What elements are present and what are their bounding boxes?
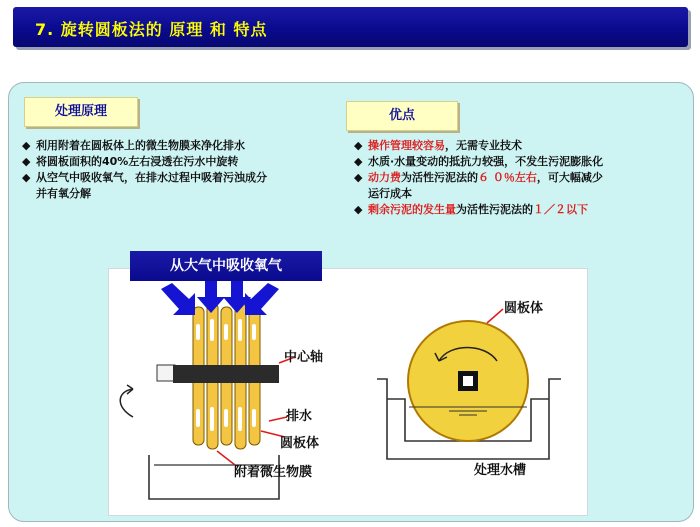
merit-item: ◆ 动力费为活性污泥法的６ ０％左右，可大幅减少 [354,171,603,184]
disc-label-right: 圆板体 [504,301,544,316]
title-bar [13,7,688,47]
principle-heading: 处理原理 [24,97,138,127]
merits-list [354,138,689,218]
diamond-bullet-icon: ◆ [354,203,363,216]
merit-item-continued: 运行成本 [368,187,412,200]
merit-item: ◆ 剩余污泥的发生量为活性污泥法的１／２以下 [354,203,588,216]
oxygen-banner: 从大气中吸收氧气 [130,251,322,281]
disc-label-left: 圆板体 [280,436,320,451]
diamond-bullet-icon: ◆ [354,171,363,184]
biofilm-label: 附着微生物膜 [234,465,313,480]
tank-label: 处理水槽 [474,463,527,478]
principle-item-continued: 并有氧分解 [36,187,91,200]
center-shaft [173,365,279,383]
merit-item: ◆ 操作管理较容易，无需专业技术 [354,139,522,152]
rotation-arrow-icon [120,385,133,417]
diamond-bullet-icon: ◆ [22,139,31,152]
drain-label: 排水 [286,409,313,424]
right-leader-line [487,309,503,323]
principle-item: ◆ 从空气中吸收氧气，在排水过程中吸着污浊成分 [22,171,267,184]
shaft-label: 中心轴 [284,350,324,365]
principle-list [22,138,352,202]
diamond-bullet-icon: ◆ [22,155,31,168]
oxygen-arrow-icon [161,279,279,315]
merit-item: ◆ 水质·水量变动的抵抗力较强，不发生污泥膨胀化 [354,155,604,168]
diamond-bullet-icon: ◆ [354,155,363,168]
page-title: 7. 旋转圆板法的 原理 和 特点 [35,20,268,39]
principle-item: ◆ 将圆板面积的40%左右浸透在污水中旋转 [22,155,239,168]
diamond-bullet-icon: ◆ [354,139,363,152]
principle-item: ◆ 利用附着在圆板体上的微生物膜来净化排水 [22,139,245,152]
diamond-bullet-icon: ◆ [22,171,31,184]
merits-heading: 优点 [346,101,458,131]
shaft-left-end [157,365,175,381]
